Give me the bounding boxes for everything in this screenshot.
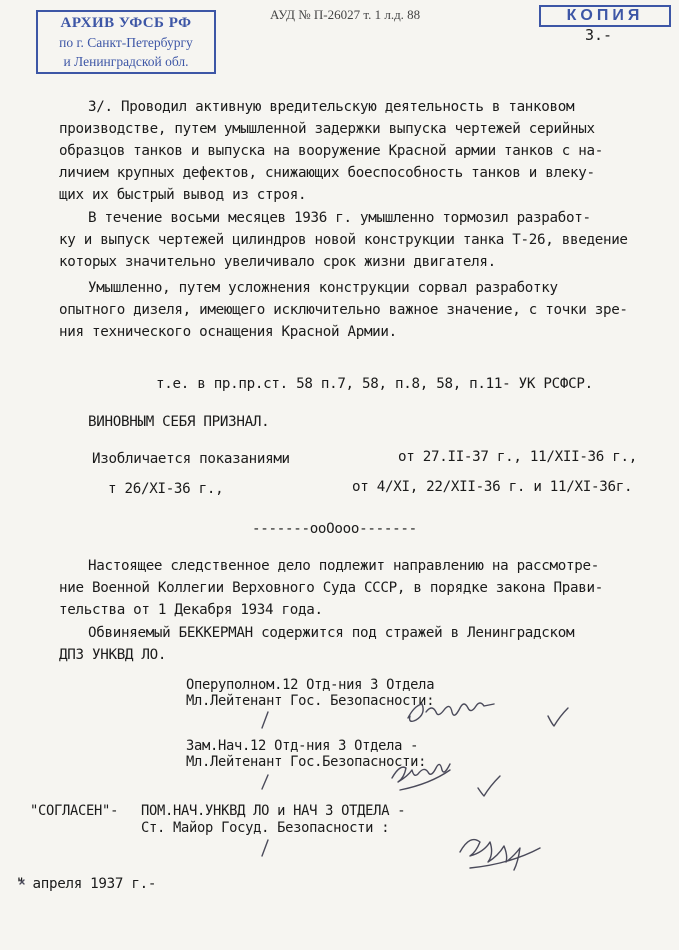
conclusion-line: ние Военной Коллегии Верховного Суда СССР, в порядке закона Прави- <box>59 580 603 596</box>
charge-article: т.е. в пр.пр.ст. 58 п.7, 58, п.8, 58, п.11- УК РСФСР. <box>156 376 593 392</box>
custody-line: ДПЗ УНКВД ЛО. <box>59 647 167 663</box>
p2-line: В течение восьми месяцев 1936 г. умышленно тормозил разработ- <box>88 210 591 226</box>
signer3-rank: Ст. Майор Госуд. Безопасности : <box>141 820 390 836</box>
p2-line: которых значительно увеличивало срок жизни двигателя. <box>59 254 496 270</box>
evidence-label: Изобличается показаниями <box>92 451 290 467</box>
agreed-label: "СОГЛАСЕН"- <box>30 803 119 819</box>
p1-line: производстве, путем умышленной задержки выпуска чертежей серийных <box>59 121 595 137</box>
evidence-dates-2-left: т 26/XI-36 г., <box>108 481 224 497</box>
document-date: " апреля 1937 г.- <box>16 876 157 892</box>
archive-stamp-line1: АРХИВ УФСБ РФ <box>60 15 192 31</box>
signer2-rank: Мл.Лейтенант Гос.Безопасности: <box>186 754 427 770</box>
custody-line: Обвиняемый БЕККЕРМАН содержится под стражей в Ленинградском <box>88 625 575 641</box>
signature-1-stroke <box>408 703 494 721</box>
signer1-rank: Мл.Лейтенант Гос. Безопасности: <box>186 693 435 709</box>
archive-stamp-line3: и Ленинградской обл. <box>63 54 189 69</box>
signature-2-tick <box>262 775 268 789</box>
p3-line: опытного дизеля, имеющего исключительно важное значение, с точки зре- <box>59 302 628 318</box>
archive-stamp-line2: по г. Санкт-Петербургу <box>59 35 193 50</box>
signature-3-tick <box>262 840 268 856</box>
p1-line: щих их быстрый вывод из строя. <box>59 187 307 203</box>
page-number: 3.- <box>585 26 613 44</box>
plea-statement: ВИНОВНЫМ СЕБЯ ПРИЗНАЛ. <box>88 414 270 430</box>
signature-1-tick <box>262 712 268 728</box>
p3-line: ния технического оснащения Красной Армии. <box>59 324 397 340</box>
date-mark <box>20 880 24 884</box>
p1-line: 3/. Проводил активную вредительскую деятельность в танковом <box>88 99 575 115</box>
section-divider: -------ооОооо------- <box>252 521 417 537</box>
p1-line: образцов танков и выпуска на вооружение Красной армии танков с на- <box>59 143 603 159</box>
conclusion-line: Настоящее следственное дело подлежит направлению на рассмотре- <box>88 558 599 574</box>
p2-line: ку и выпуск чертежей цилиндров новой конструкции танка Т-26, введение <box>59 232 628 248</box>
evidence-dates-1: от 27.II-37 г., 11/XII-36 г., <box>398 449 638 465</box>
signature-1-check <box>548 708 568 726</box>
signature-3-stroke <box>460 840 540 870</box>
copy-stamp: КОПИЯ <box>539 5 671 27</box>
conclusion-line: тельства от 1 Декабря 1934 года. <box>59 602 323 618</box>
signature-2-check <box>478 776 500 796</box>
p1-line: личием крупных дефектов, снижающих боеспособность танков и влеку- <box>59 165 595 181</box>
signer3-position: ПОМ.НАЧ.УНКВД ЛО и НАЧ 3 ОТДЕЛА - <box>141 803 406 819</box>
signer1-position: Оперуполном.12 Отд-ния 3 Отдела <box>186 677 435 693</box>
case-reference: АУД № П-26027 т. 1 л.д. 88 <box>270 7 421 22</box>
signer2-position: Зам.Нач.12 Отд-ния 3 Отдела - <box>186 738 419 754</box>
evidence-dates-2-right: от 4/XI, 22/XII-36 г. и 11/XI-36г. <box>352 479 633 495</box>
signature-2-stroke <box>392 764 450 790</box>
p3-line: Умышленно, путем усложнения конструкции сорвал разработку <box>88 280 558 296</box>
